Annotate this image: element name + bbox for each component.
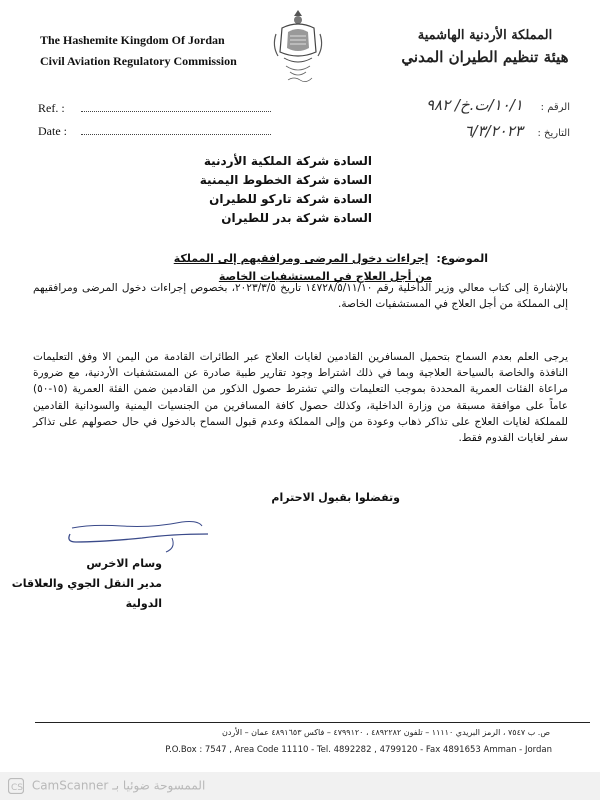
ref-number: ١٠/١/ت.خ/ ٩٨٢: [425, 96, 523, 114]
date-dotted-line: [81, 124, 271, 135]
signer-title: مدير النقل الجوي والعلاقات الدولية: [11, 577, 162, 610]
recipient-line: السادة شركة الخطوط اليمنية: [199, 173, 372, 187]
scanner-app-name: CamScanner: [31, 778, 109, 793]
body-paragraph-2: يرجى العلم بعدم السماح بتحميل المسافرين القادمين لغايات العلاج عبر الطائرات القادمة من اليمن الا وفق التعليمات النافذة والخاصة بالسياحة العلاجية وبما في ذلك اشتراط وجود تقارير طبية صادرة عن المستشفيات الأردنية، مع ضرورة مراعاة الفئات العمرية المحددة بموجب التعليمات والتي تشترط حصول الذكور من القادمين ضمن الفئة العمرية (١٥-٥٠) عاماً على موافقة مسبقة من وزارة الداخلية، وكذلك حصول كافة المسافرين من الجنسيات اليمنية والسودانية القادمين للمملكة لغايات العلاج على تذاكر ذهاب وعودة من وإلى المملكة وعدم قبول السماح بالدخول في حال حصولهم على تذاكر سفر لغايات القدوم فقط.: [33, 351, 568, 445]
ref-label-ar: الرقم :: [540, 102, 570, 113]
signer-name: وسام الاخرس: [86, 557, 162, 570]
scanner-ar-label: الممسوحة ضوئيا بـ: [112, 778, 206, 793]
subject-line-1: إجراءات دخول المرضى ومرافقيهم إلى المملكة: [173, 252, 429, 265]
body-paragraph-1: بالإشارة إلى كتاب معالي وزير الداخلية رقم ١٤٧٢٨/٥/١١/١٠ تاريخ ٢٠٢٣/٣/٥، بخصوص إجراءات دخول المرضى ومرافقيهم إلى المملكة من أجل العلاج في المستشفيات الخاصة.: [33, 282, 569, 311]
ref-dotted-line: [81, 101, 271, 112]
svg-text:CS: CS: [11, 783, 23, 793]
closing-phrase: وتفضلوا بقبول الاحترام: [271, 491, 400, 504]
footer-address-ar: ص. ب ٧٥٤٧ ، الرمز البريدي ١١١١٠ – تلفون ٤٨٩٢٢٨٢ ، ٤٧٩٩١٢٠ – فاكس ٤٨٩١٦٥٣ عمان – الأردن: [221, 728, 550, 737]
signer-block: [0, 554, 162, 614]
commission-name-ar: هيئة تنظيم الطيران المدني: [401, 48, 569, 66]
ref-row-en: [38, 101, 271, 116]
arabic-letterhead: [400, 26, 570, 68]
ref-label-en: Ref. :: [38, 101, 65, 115]
kingdom-name-en: The Hashemite Kingdom Of Jordan: [40, 33, 225, 47]
handwritten-signature: [62, 512, 212, 557]
jordan-emblem-icon: [270, 6, 326, 86]
camscanner-logo-icon: [8, 778, 24, 794]
date-row-ar: [464, 122, 570, 140]
footer-address-en: P.O.Box : 7547 , Area Code 11110 - Tel. 4892282 , 4799120 - Fax 4891653 Amman - Jordan: [165, 745, 552, 755]
english-letterhead: [40, 30, 237, 72]
recipient-line: السادة شركة الملكية الأردنية: [203, 154, 372, 168]
kingdom-name-ar: المملكة الأردنية الهاشمية: [417, 28, 553, 43]
date-row-en: [38, 124, 271, 139]
commission-name-en: Civil Aviation Regulatory Commission: [40, 54, 237, 68]
recipient-line: السادة شركة تاركو للطيران: [209, 192, 372, 206]
recipients-block: [200, 152, 372, 228]
recipient-line: السادة شركة بدر للطيران: [221, 211, 372, 225]
ref-row-ar: [426, 96, 570, 114]
date-label-en: Date :: [38, 124, 67, 138]
date-value: ٦/٣/٢٠٢٣: [464, 122, 523, 140]
subject-line-2: من أجل العلاج في المستشفيات الخاصة: [218, 270, 432, 283]
scanner-watermark: [8, 778, 205, 794]
subject-label: الموضوع:: [436, 252, 488, 265]
footer-divider: [35, 722, 590, 723]
date-label-ar: التاريخ :: [537, 128, 570, 139]
